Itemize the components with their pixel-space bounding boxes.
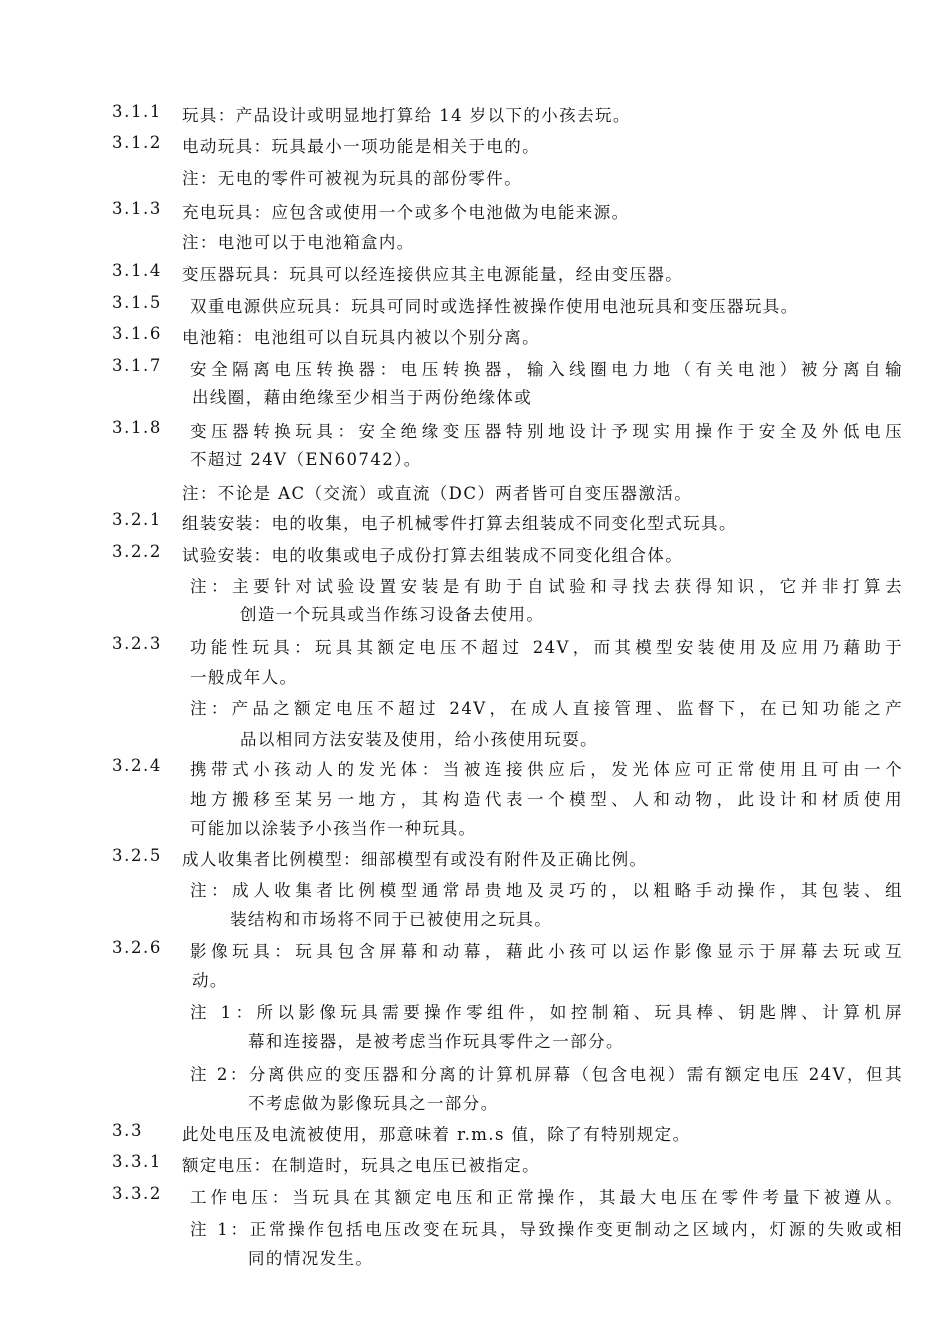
clause-text: 影像玩具：玩具包含屏幕和动幕，藉此小孩可以运作影像显示于屏幕去玩或互 xyxy=(190,942,903,961)
clause-note: 注：不论是 AC（交流）或直流（DC）两者皆可自变压器激活。 xyxy=(182,484,693,503)
clause-text: 出线圈，藉由绝缘至少相当于两份绝缘体或 xyxy=(192,388,533,407)
clause-text: 此处电压及电流被使用，那意味着 r.m.s 值，除了有特别规定。 xyxy=(182,1125,691,1144)
clause-number: 3.3 xyxy=(112,1121,144,1140)
clause-note: 同的情况发生。 xyxy=(248,1249,374,1268)
clause-number: 3.3.1 xyxy=(112,1152,162,1171)
clause-text: 一般成年人。 xyxy=(190,668,298,687)
clause-note: 注：产品之额定电压不超过 24V，在成人直接管理、监督下，在已知功能之产 xyxy=(190,699,903,718)
clause-note: 注：电池可以于电池箱盒内。 xyxy=(182,233,415,252)
clause-number: 3.1.4 xyxy=(112,261,162,280)
clause-text: 安全隔离电压转换器：电压转换器，输入线圈电力地（有关电池）被分离自输 xyxy=(190,360,903,379)
clause-note: 注：无电的零件可被视为玩具的部份零件。 xyxy=(182,169,523,188)
clause-note: 注 1：正常操作包括电压改变在玩具，导致操作变更制动之区域内，灯源的失败或相 xyxy=(190,1220,903,1239)
clause-note: 创造一个玩具或当作练习设备去使用。 xyxy=(240,605,545,624)
clause-number: 3.2.1 xyxy=(112,510,162,529)
clause-number: 3.1.1 xyxy=(112,102,162,121)
clause-text: 携带式小孩动人的发光体：当被连接供应后，发光体应可正常使用且可由一个 xyxy=(190,760,903,779)
clause-text: 可能加以涂装予小孩当作一种玩具。 xyxy=(190,819,477,838)
clause-text: 额定电压：在制造时，玩具之电压已被指定。 xyxy=(182,1156,540,1175)
clause-text: 不超过 24V（EN60742）。 xyxy=(190,450,422,469)
clause-note: 装结构和市场将不同于已被使用之玩具。 xyxy=(230,910,553,929)
clause-number: 3.2.5 xyxy=(112,846,162,865)
clause-note: 注：成人收集者比例模型通常昂贵地及灵巧的，以粗略手动操作，其包装、组 xyxy=(190,881,903,900)
clause-text: 功能性玩具：玩具其额定电压不超过 24V，而其模型安装使用及应用乃藉助于 xyxy=(190,638,903,657)
clause-text: 电池箱：电池组可以自玩具内被以个别分离。 xyxy=(182,328,540,347)
clause-number: 3.1.8 xyxy=(112,418,162,437)
clause-text: 动。 xyxy=(192,971,228,990)
clause-number: 3.3.2 xyxy=(112,1184,162,1203)
clause-note: 注 2：分离供应的变压器和分离的计算机屏幕（包含电视）需有额定电压 24V，但其 xyxy=(190,1065,903,1084)
clause-text: 充电玩具：应包含或使用一个或多个电池做为电能来源。 xyxy=(182,203,630,222)
clause-note: 品以相同方法安装及使用，给小孩使用玩耍。 xyxy=(240,730,598,749)
clause-text: 成人收集者比例模型：细部模型有或没有附件及正确比例。 xyxy=(182,850,648,869)
clause-text: 试验安装：电的收集或电子成份打算去组装成不同变化组合体。 xyxy=(182,546,684,565)
clause-text: 变压器转换玩具：安全绝缘变压器特别地设计予现实用操作于安全及外低电压 xyxy=(190,422,903,441)
clause-number: 3.1.7 xyxy=(112,356,162,375)
clause-text: 组装安装：电的收集，电子机械零件打算去组装成不同变化型式玩具。 xyxy=(182,514,737,533)
clause-text: 电动玩具：玩具最小一项功能是相关于电的。 xyxy=(182,137,540,156)
clause-number: 3.1.6 xyxy=(112,324,162,343)
clause-text: 玩具：产品设计或明显地打算给 14 岁以下的小孩去玩。 xyxy=(182,106,631,125)
clause-number: 3.2.6 xyxy=(112,938,162,957)
clause-note: 幕和连接器，是被考虑当作玩具零件之一部分。 xyxy=(248,1032,624,1051)
clause-number: 3.1.2 xyxy=(112,133,162,152)
clause-number: 3.1.5 xyxy=(112,293,162,312)
clause-number: 3.2.3 xyxy=(112,634,162,653)
clause-note: 不考虑做为影像玩具之一部分。 xyxy=(248,1094,499,1113)
clause-text: 地方搬移至某另一地方，其构造代表一个模型、人和动物，此设计和材质使用 xyxy=(190,790,903,809)
clause-text: 变压器玩具：玩具可以经连接供应其主电源能量，经由变压器。 xyxy=(182,265,684,284)
clause-note: 注 1：所以影像玩具需要操作零组件，如控制箱、玩具棒、钥匙牌、计算机屏 xyxy=(190,1003,903,1022)
clause-number: 3.1.3 xyxy=(112,199,162,218)
clause-number: 3.2.4 xyxy=(112,756,162,775)
clause-number: 3.2.2 xyxy=(112,542,162,561)
clause-text: 双重电源供应玩具：玩具可同时或选择性被操作使用电池玩具和变压器玩具。 xyxy=(190,297,799,316)
clause-text: 工作电压：当玩具在其额定电压和正常操作，其最大电压在零件考量下被遵从。 xyxy=(190,1188,903,1207)
clause-note: 注：主要针对试验设置安装是有助于自试验和寻找去获得知识，它并非打算去 xyxy=(190,577,903,596)
